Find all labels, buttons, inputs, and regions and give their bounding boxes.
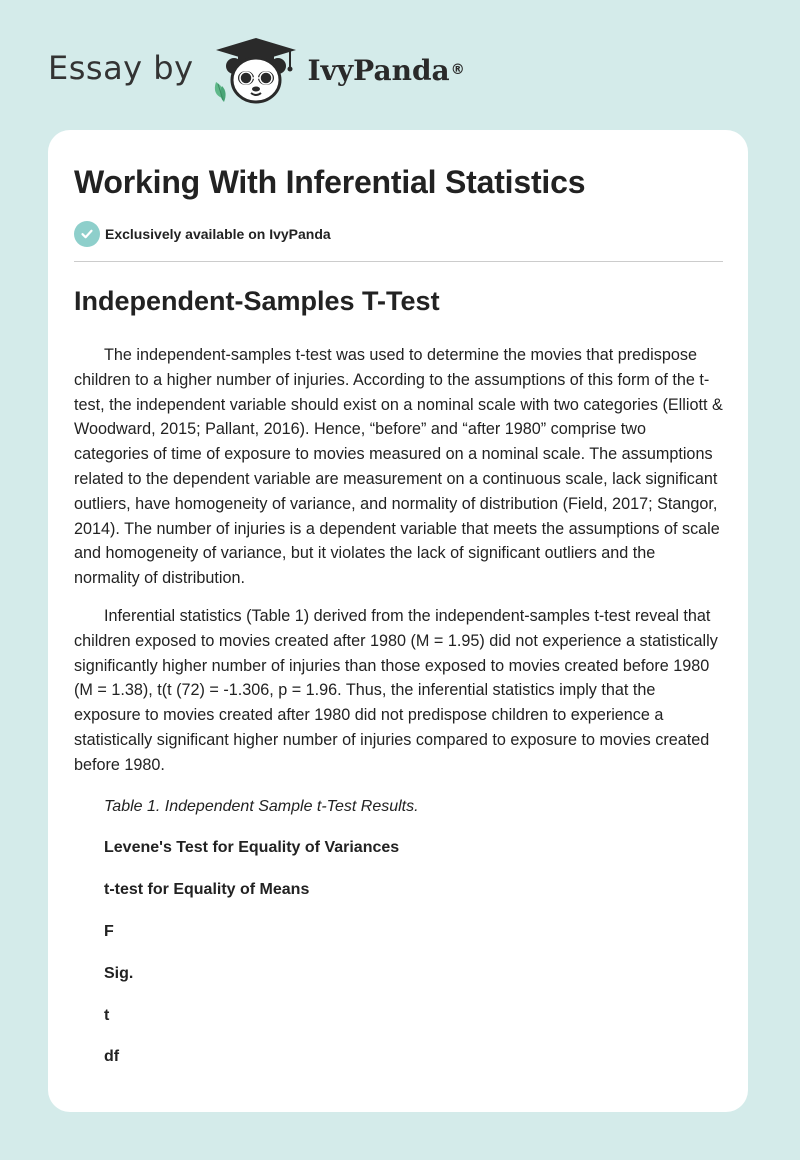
table-header-levene: Levene's Test for Equality of Variances (104, 839, 400, 857)
paragraph: Inferential statistics (Table 1) derived from the independent-samples t-test reveal that children exposed to movies created after 1980 (M = 1.95) did not experience a statistically significantly higher number of injuries than those exposed to movies created before 1980 (M = 1.38), t(t (72) = -1.306, p = 1.96. Thus, the inferential statistics imply that the exposure to movies created after 1980 did not predispose children to experience a statistically significant higher number of injuries compared to exposure to movies created before 1980. (74, 606, 718, 774)
article-card (48, 130, 748, 1112)
table-header-sig: Sig. (104, 964, 134, 982)
table-header-f: F (104, 922, 114, 940)
table-header-df: df (104, 1048, 120, 1066)
section-heading: Independent-Samples T-Test (74, 286, 440, 316)
exclusive-label: Exclusively available on IvyPanda (105, 226, 331, 242)
article-body (74, 343, 724, 1070)
table-caption: Table 1. Independent Sample t-Test Results. (104, 797, 419, 815)
table-header-ttest: t-test for Equality of Means (104, 881, 310, 899)
paragraph: The independent-samples t-test was used to determine the movies that predispose children to a higher number of injuries. According to the assumptions of this form of the t-test, the independent variable should exist on a nominal scale with two categories (Elliott & Woodward, 2015; Pallant, 2016). Hence, “before” and “after 1980” comprise two categories of time of exposure to movies measured on a nominal scale. The assumptions related to the dependent variable are measurement on a continuous scale, lack significant outliers, have homogeneity of variance, and normality of distribution (Field, 2017; Stangor, 2014). The number of injuries is a dependent variable that meets the assumptions of scale and homogeneity of variance, but it violates the lack of significant outliers and the normality of distribution. (74, 346, 723, 588)
check-icon (74, 221, 100, 247)
exclusive-badge (74, 221, 331, 247)
brand-header (48, 34, 465, 106)
brand-registered-mark: ® (450, 62, 465, 78)
title-divider (74, 261, 723, 262)
table-header-t: t (104, 1006, 110, 1024)
brand-prefix: Essay by (48, 49, 194, 87)
page-title: Working With Inferential Statistics (74, 164, 586, 200)
panda-logo-icon (208, 34, 304, 106)
brand-name: IvyPanda (307, 53, 450, 87)
